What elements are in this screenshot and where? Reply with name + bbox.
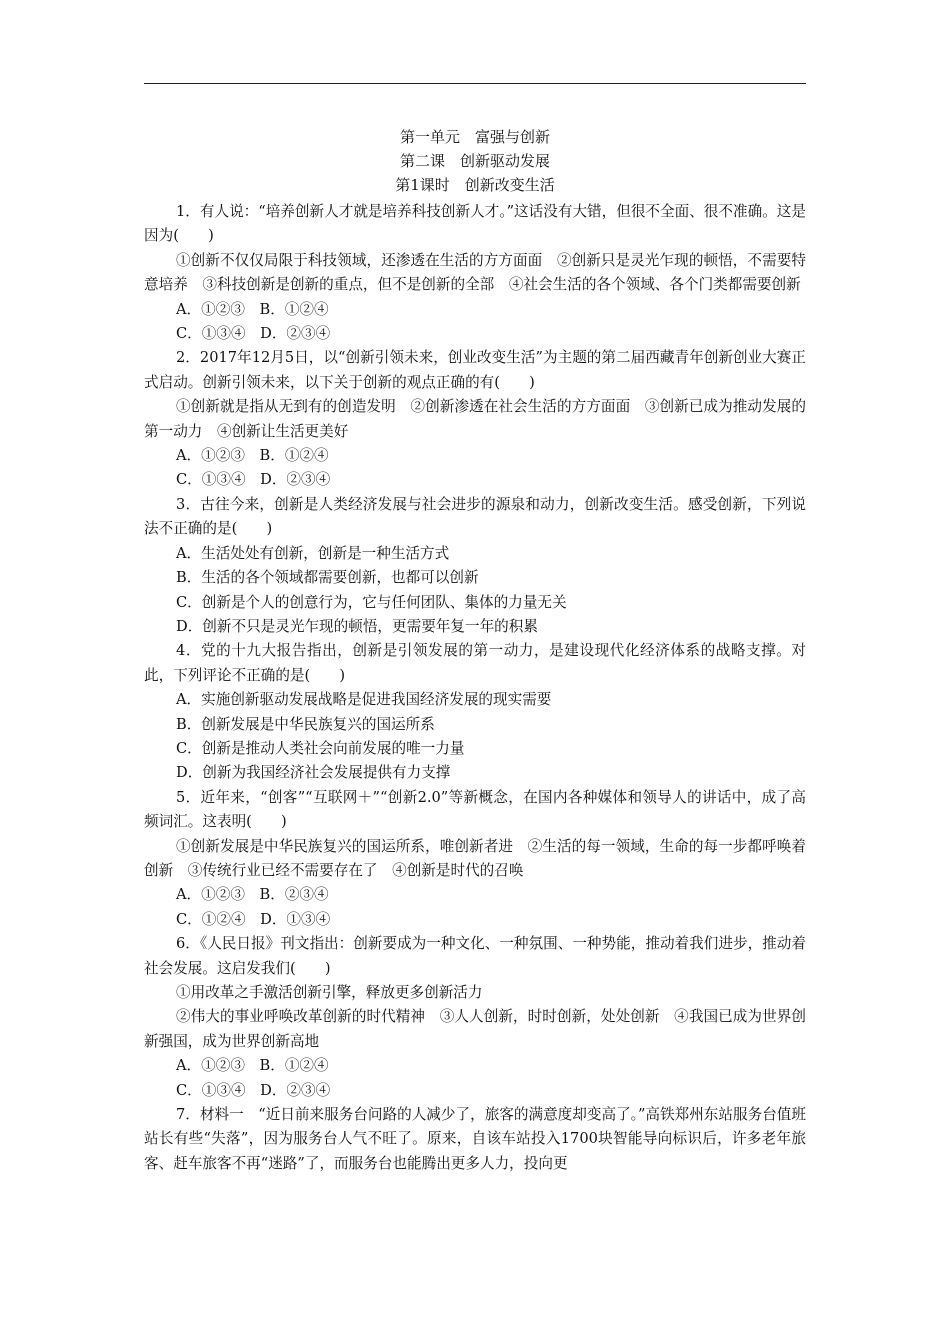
question-stem: 7．材料一 “近日前来服务台问路的人减少了，旅客的满意度却变高了。”高铁郑州东站服务台值班站长有些“失落”，因为服务台人气不旺了。原来，自该车站投入1700块智能导向标识后，许多老年旅客、赶车旅客不再“迷路”了，而服务台也能腾出更多人力，投向更 — [144, 1106, 806, 1172]
option-a: A．生活处处有创新，创新是一种生活方式 — [176, 544, 450, 562]
question-options: A．①②③ B．①②④ — [176, 447, 329, 465]
question-options: A．①②③ B．①②④ — [176, 1057, 329, 1075]
question-stem: 3．古往今来，创新是人类经济发展与社会进步的源泉和动力，创新改变生活。感受创新，下列说法不正确的是( ) — [144, 495, 806, 538]
question-stem: 2．2017年12月5日，以“创新引领未来，创业改变生活”为主题的第二届西藏青年创新创业大赛正式启动。创新引领未来，以下关于创新的观点正确的有( ) — [144, 349, 806, 391]
option-a: A．实施创新驱动发展战略是促进我国经济发展的现实需要 — [176, 691, 552, 709]
question-statements: ①创新不仅仅局限于科技领域，还渗透在生活的方方面面 ②创新只是灵光乍现的顿悟，不需要特意培养 ③科技创新是创新的重点，但不是创新的全部 ④社会生活的各个领域、各个门类都需要创新 — [144, 251, 806, 294]
question-stem: 1．有人说：“培养创新人才就是培养科技创新人才。”这话没有大错，但很不全面、很不准确。这是因为( ) — [144, 203, 806, 245]
question-statements: ①创新就是指从无到有的创造发明 ②创新渗透在社会生活的方方面面 ③创新已成为推动发展的第一动力 ④创新让生活更美好 — [144, 398, 806, 440]
option-d: D．创新不只是灵光乍现的顿悟，更需要年复一年的积累 — [176, 617, 538, 635]
top-rule — [144, 83, 806, 84]
question-options: C．①③④ D．②③④ — [176, 471, 331, 489]
option-b: B．创新发展是中华民族复兴的国运所系 — [176, 715, 435, 733]
option-c: C．创新是推动人类社会向前发展的唯一力量 — [176, 739, 465, 757]
question-statements: ②伟大的事业呼唤改革创新的时代精神 ③人人创新，时时创新，处处创新 ④我国已成为世界创新强国，成为世界创新高地 — [144, 1008, 806, 1050]
question-3 — [144, 493, 806, 639]
option-b: B．生活的各个领域都需要创新，也都可以创新 — [176, 569, 479, 587]
question-stem: 6．《人民日报》刊文指出：创新要成为一种文化、一种氛围、一种势能，推动着我们进步，推动着社会发展。这启发我们( ) — [144, 935, 806, 977]
question-list — [144, 200, 806, 1176]
question-options: C．①②④ D．①③④ — [176, 910, 331, 928]
question-stem: 5．近年来，“创客”“互联网＋”“创新2.0”等新概念，在国内各种媒体和领导人的讲话中，成了高频词汇。这表明( ) — [144, 788, 806, 831]
question-5 — [144, 786, 806, 932]
question-1 — [144, 200, 806, 346]
question-options: A．①②③ B．①②④ — [176, 300, 329, 318]
option-c: C．创新是个人的创意行为，它与任何团队、集体的力量无关 — [176, 593, 567, 611]
question-options: A．①②③ B．②③④ — [176, 886, 329, 904]
period-title: 第1课时 创新改变生活 — [395, 176, 555, 194]
question-statements: ①用改革之手激活创新引擎，释放更多创新活力 — [176, 984, 483, 1001]
question-4 — [144, 639, 806, 785]
unit-title: 第一单元 富强与创新 — [399, 128, 550, 146]
question-options: C．①③④ D．②③④ — [176, 1081, 331, 1099]
question-statements: ①创新发展是中华民族复兴的国运所系，唯创新者进 ②生活的每一领域，生命的每一步都呼唤着创新 ③传统行业已经不需要存在了 ④创新是时代的召唤 — [144, 837, 806, 879]
question-stem: 4．党的十九大报告指出，创新是引领发展的第一动力，是建设现代化经济体系的战略支撑。对此，下列评论不正确的是( ) — [144, 642, 806, 684]
lesson-title: 第二课 创新驱动发展 — [399, 152, 550, 170]
question-2 — [144, 346, 806, 492]
question-6 — [144, 932, 806, 1103]
question-options: C．①③④ D．②③④ — [176, 325, 331, 343]
question-7 — [144, 1103, 806, 1176]
option-d: D．创新为我国经济社会发展提供有力支撑 — [176, 764, 451, 782]
